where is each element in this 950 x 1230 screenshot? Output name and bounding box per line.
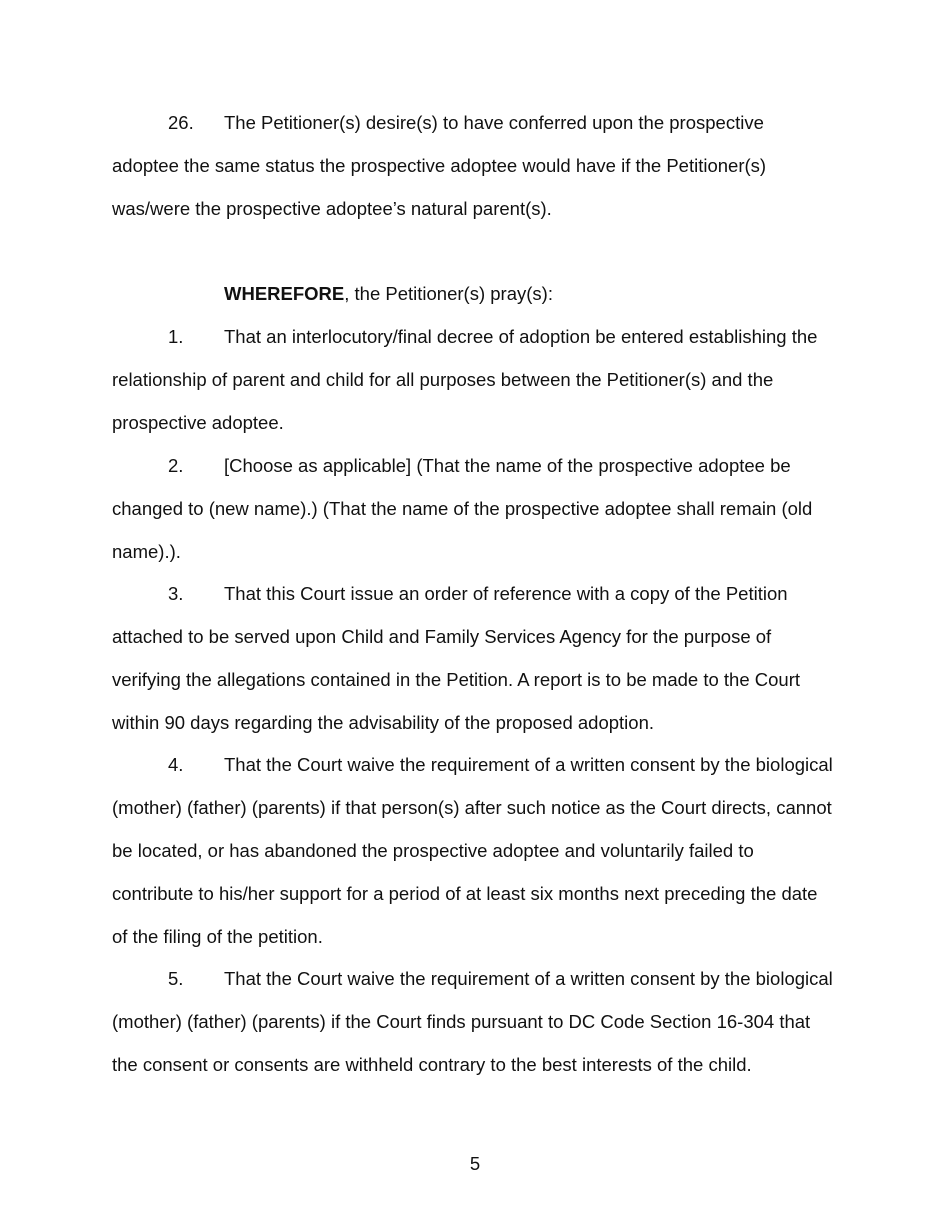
prayer-number: 5.	[168, 968, 184, 989]
paragraph-line: 5. That the Court waive the requirement of a written consent by the biological	[112, 957, 852, 1000]
paragraph-line: 26. The Petitioner(s) desire(s) to have conferred upon the prospective	[112, 101, 852, 144]
paragraph-line: of the filing of the petition.	[112, 926, 323, 947]
paragraph-line: name).).	[112, 541, 181, 562]
paragraph-line: (mother) (father) (parents) if the Court finds pursuant to DC Code Section 16-304 that	[112, 1011, 811, 1032]
paragraph-number: 26.	[168, 112, 194, 133]
paragraph-line: contribute to his/her support for a period of at least six months next preceding the date	[112, 883, 818, 904]
paragraph-line: within 90 days regarding the advisability of the proposed adoption.	[112, 712, 654, 733]
paragraph-line: 2. [Choose as applicable] (That the name of the prospective adoptee be	[112, 444, 852, 487]
paragraph-line: be located, or has abandoned the prospective adoptee and voluntarily failed to	[112, 840, 754, 861]
page-number: 5	[469, 1153, 481, 1174]
paragraph-line: verifying the allegations contained in the Petition. A report is to be made to the Court	[112, 669, 801, 690]
paragraph-line: relationship of parent and child for all purposes between the Petitioner(s) and the	[112, 369, 774, 390]
prayer-number: 1.	[168, 326, 184, 347]
prayer-number: 2.	[168, 455, 184, 476]
paragraph-line: prospective adoptee.	[112, 412, 284, 433]
paragraph-26	[112, 101, 852, 230]
prayer-item-1	[112, 315, 852, 444]
paragraph-line: 3. That this Court issue an order of reference with a copy of the Petition	[112, 572, 852, 615]
paragraph-line: adoptee the same status the prospective adoptee would have if the Petitioner(s)	[112, 155, 767, 176]
prayer-number: 4.	[168, 754, 184, 775]
wherefore-heading	[224, 272, 553, 315]
paragraph-line: changed to (new name).) (That the name of the prospective adoptee shall remain (old	[112, 498, 813, 519]
prayer-item-5	[112, 957, 852, 1086]
wherefore-text: , the Petitioner(s) pray(s):	[344, 283, 553, 304]
prayer-number: 3.	[168, 583, 184, 604]
paragraph-line: 1. That an interlocutory/final decree of adoption be entered establishing the	[112, 315, 852, 358]
prayer-item-4	[112, 743, 852, 958]
paragraph-line: attached to be served upon Child and Family Services Agency for the purpose of	[112, 626, 772, 647]
paragraph-line: was/were the prospective adoptee’s natural parent(s).	[112, 198, 552, 219]
paragraph-line: (mother) (father) (parents) if that person(s) after such notice as the Court directs, cannot	[112, 797, 832, 818]
wherefore-keyword: WHEREFORE	[224, 283, 345, 304]
prayer-item-3	[112, 572, 852, 744]
prayer-item-2	[112, 444, 852, 573]
paragraph-line: the consent or consents are withheld contrary to the best interests of the child.	[112, 1054, 752, 1075]
paragraph-line: 4. That the Court waive the requirement of a written consent by the biological	[112, 743, 852, 786]
